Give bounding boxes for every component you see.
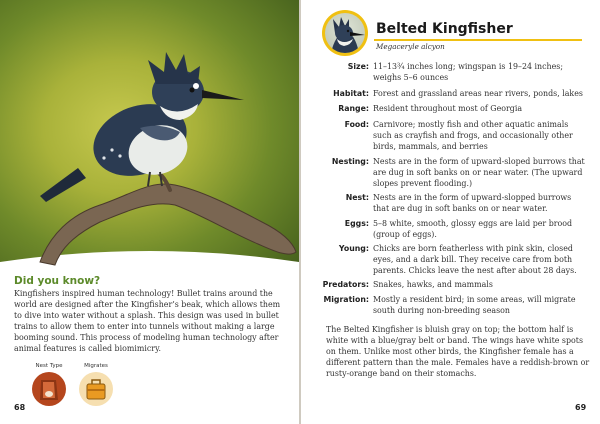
- page-number-right: 69: [575, 403, 587, 412]
- fact-value: Mostly a resident bird; in some areas, will migrate south during non-breeding season: [373, 295, 576, 315]
- burrow-nest-icon: [32, 372, 66, 406]
- kingfisher-head-icon: [325, 13, 365, 53]
- fact-value: 11–13¾ inches long; wingspan is 19–24 inches; weighs 5–6 ounces: [373, 62, 563, 82]
- page-number-left: 68: [14, 403, 26, 412]
- fact-value: Carnivore; mostly fish and other aquatic animals such as crayfish and frogs, and occasionally other birds, mammals, and berries: [373, 120, 573, 151]
- did-you-know-text: Kingfishers inspired human technology! Bullet trains around the world are designed after the Kingfisher’s beak, which allows them to dive into water without a splash. This design was used in bullet trains to allow them to enter into tunnels without making a large booming sound. This process of modeling human technology after animal features is called biomimicry.: [14, 289, 281, 353]
- fact-label: Range:: [338, 104, 369, 113]
- fact-label: Habitat:: [333, 89, 369, 98]
- kingfisher-illustration: [0, 0, 299, 283]
- fact-label: Migration:: [323, 295, 369, 304]
- scientific-name: Megaceryle alcyon: [376, 42, 445, 51]
- title-underline: [374, 39, 582, 41]
- fact-label: Nest:: [345, 193, 369, 202]
- migrates-label: Migrates: [84, 363, 108, 369]
- kingfisher-thumbnail: [322, 10, 368, 56]
- did-you-know-heading: Did you know?: [14, 275, 101, 287]
- fact-value: Nests are in the form of upward-slopped burrows that are dug in soft banks on or near water.: [373, 193, 572, 213]
- species-title: Belted Kingfisher: [376, 21, 513, 37]
- fact-value: 5–8 white, smooth, glossy eggs are laid per brood (group of eggs).: [373, 219, 573, 239]
- migrates-badge: [71, 363, 121, 406]
- nest-type-badge: [24, 363, 74, 406]
- fact-label: Eggs:: [344, 219, 369, 228]
- fact-label: Food:: [344, 120, 369, 129]
- suitcase-icon: [79, 372, 113, 406]
- kingfisher-photo: [0, 0, 299, 283]
- left-page: [0, 0, 299, 424]
- fact-label: Size:: [347, 62, 369, 71]
- fact-value: Forest and grassland areas near rivers, ponds, lakes: [373, 89, 583, 98]
- fact-value: Snakes, hawks, and mammals: [373, 280, 493, 289]
- fact-value: Nests are in the form of upward-sloped burrows that are dug in soft banks on or near water. (The upward slopes prevent flooding.): [373, 157, 585, 188]
- fact-label: Predators:: [322, 280, 369, 289]
- fact-label: Young:: [338, 244, 369, 253]
- fact-value: Chicks are born featherless with pink skin, closed eyes, and a dark bill. They receive care from both parents. Chicks leave the nest after about 28 days.: [373, 244, 577, 275]
- fact-value: Resident throughout most of Georgia: [373, 104, 523, 113]
- right-page: [301, 0, 600, 424]
- species-description: The Belted Kingfisher is bluish gray on top; the bottom half is white with a blue/gray belt or band. The wings have white spots on them. Unlike most other birds, the Kingfisher female has a different pattern than the male. Females have a reddish-brown or rusty-orange band on their stomachs.: [326, 325, 590, 378]
- nest-type-label: Nest Type: [35, 363, 63, 369]
- fact-label: Nesting:: [331, 157, 369, 166]
